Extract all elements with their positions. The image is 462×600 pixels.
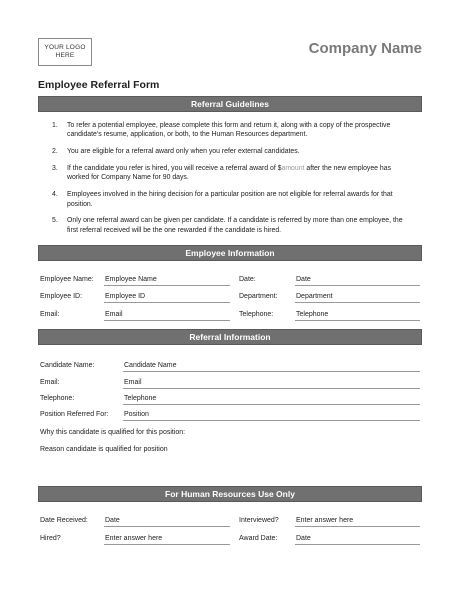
guideline-number: 5. [52,217,58,225]
position-label: Position Referred For: [40,411,109,418]
referral-information-header: Referral Information [38,329,422,345]
candidate-telephone-label: Telephone: [40,395,75,402]
department-field[interactable]: Department [295,292,420,303]
date-received-label: Date Received: [40,517,88,524]
guideline-text: To refer a potential employee, please complete this form and return it, along with a copy of the prospective candidate's resume, application, or both, to the Human Resources department. [67,122,391,139]
guideline-text: You are eligible for a referral award only when you refer external candidates. [67,148,300,156]
interviewed-field[interactable]: Enter answer here [295,516,420,527]
employee-name-label: Employee Name: [40,276,94,283]
employee-telephone-field[interactable]: Telephone [295,310,420,321]
employee-information-header: Employee Information [38,245,422,261]
employee-email-field[interactable]: Email [104,310,230,321]
referral-guidelines-header: Referral Guidelines [38,96,422,112]
company-logo: YOUR LOGO HERE [38,38,92,66]
guideline-number: 2. [52,148,58,156]
candidate-name-label: Candidate Name: [40,362,95,369]
employee-id-field[interactable]: Employee ID [104,292,230,303]
date-received-field[interactable]: Date [104,516,230,527]
guideline-number: 3. [52,165,58,172]
guideline-text [67,164,412,183]
guideline-item [52,164,412,183]
award-amount-field[interactable]: amount [281,165,305,172]
guideline-number: 4. [52,191,58,199]
hired-field[interactable]: Enter answer here [104,534,230,545]
guidelines-list [52,121,412,243]
date-field[interactable]: Date [295,275,420,286]
hr-use-only-header: For Human Resources Use Only [38,486,422,502]
department-label: Department: [239,293,278,300]
candidate-email-field[interactable]: Email [123,378,420,389]
date-label: Date: [239,276,256,283]
award-date-field[interactable]: Date [295,534,420,545]
employee-name-field[interactable]: Employee Name [104,275,230,286]
candidate-telephone-field[interactable]: Telephone [123,394,420,405]
position-field[interactable]: Position [123,410,420,421]
employee-id-label: Employee ID: [40,293,83,300]
employee-email-label: Email: [40,311,60,318]
award-date-label: Award Date: [239,535,278,542]
guideline-text: Only one referral award can be given per candidate. If a candidate is referred by more than one employee, the first referral received will be the one rewarded if the candidate is hired. [67,217,403,234]
guideline-item [52,216,412,235]
form-title: Employee Referral Form [38,79,160,91]
hired-label: Hired? [40,535,61,542]
guideline-item [52,147,412,156]
guideline-text: Employees involved in the hiring decision for a particular position are not eligible for referral awards for that position. [67,191,393,208]
guideline-number: 1. [52,122,58,129]
qualification-reason-field[interactable]: Reason candidate is qualified for position [40,446,168,453]
qualification-question-label: Why this candidate is qualified for this position: [40,429,186,436]
guideline-item [52,121,412,140]
candidate-email-label: Email: [40,379,60,386]
guideline-item [52,190,412,209]
employee-telephone-label: Telephone: [239,311,274,318]
interviewed-label: Interviewed? [239,517,279,524]
guideline-text-before: If the candidate you refer is hired, you will receive a referral award of $ [67,165,282,172]
candidate-name-field[interactable]: Candidate Name [123,361,420,372]
guideline-text-after: after the new employee has worked for Company Name for 90 days. [67,165,392,182]
company-name: Company Name [308,40,422,57]
